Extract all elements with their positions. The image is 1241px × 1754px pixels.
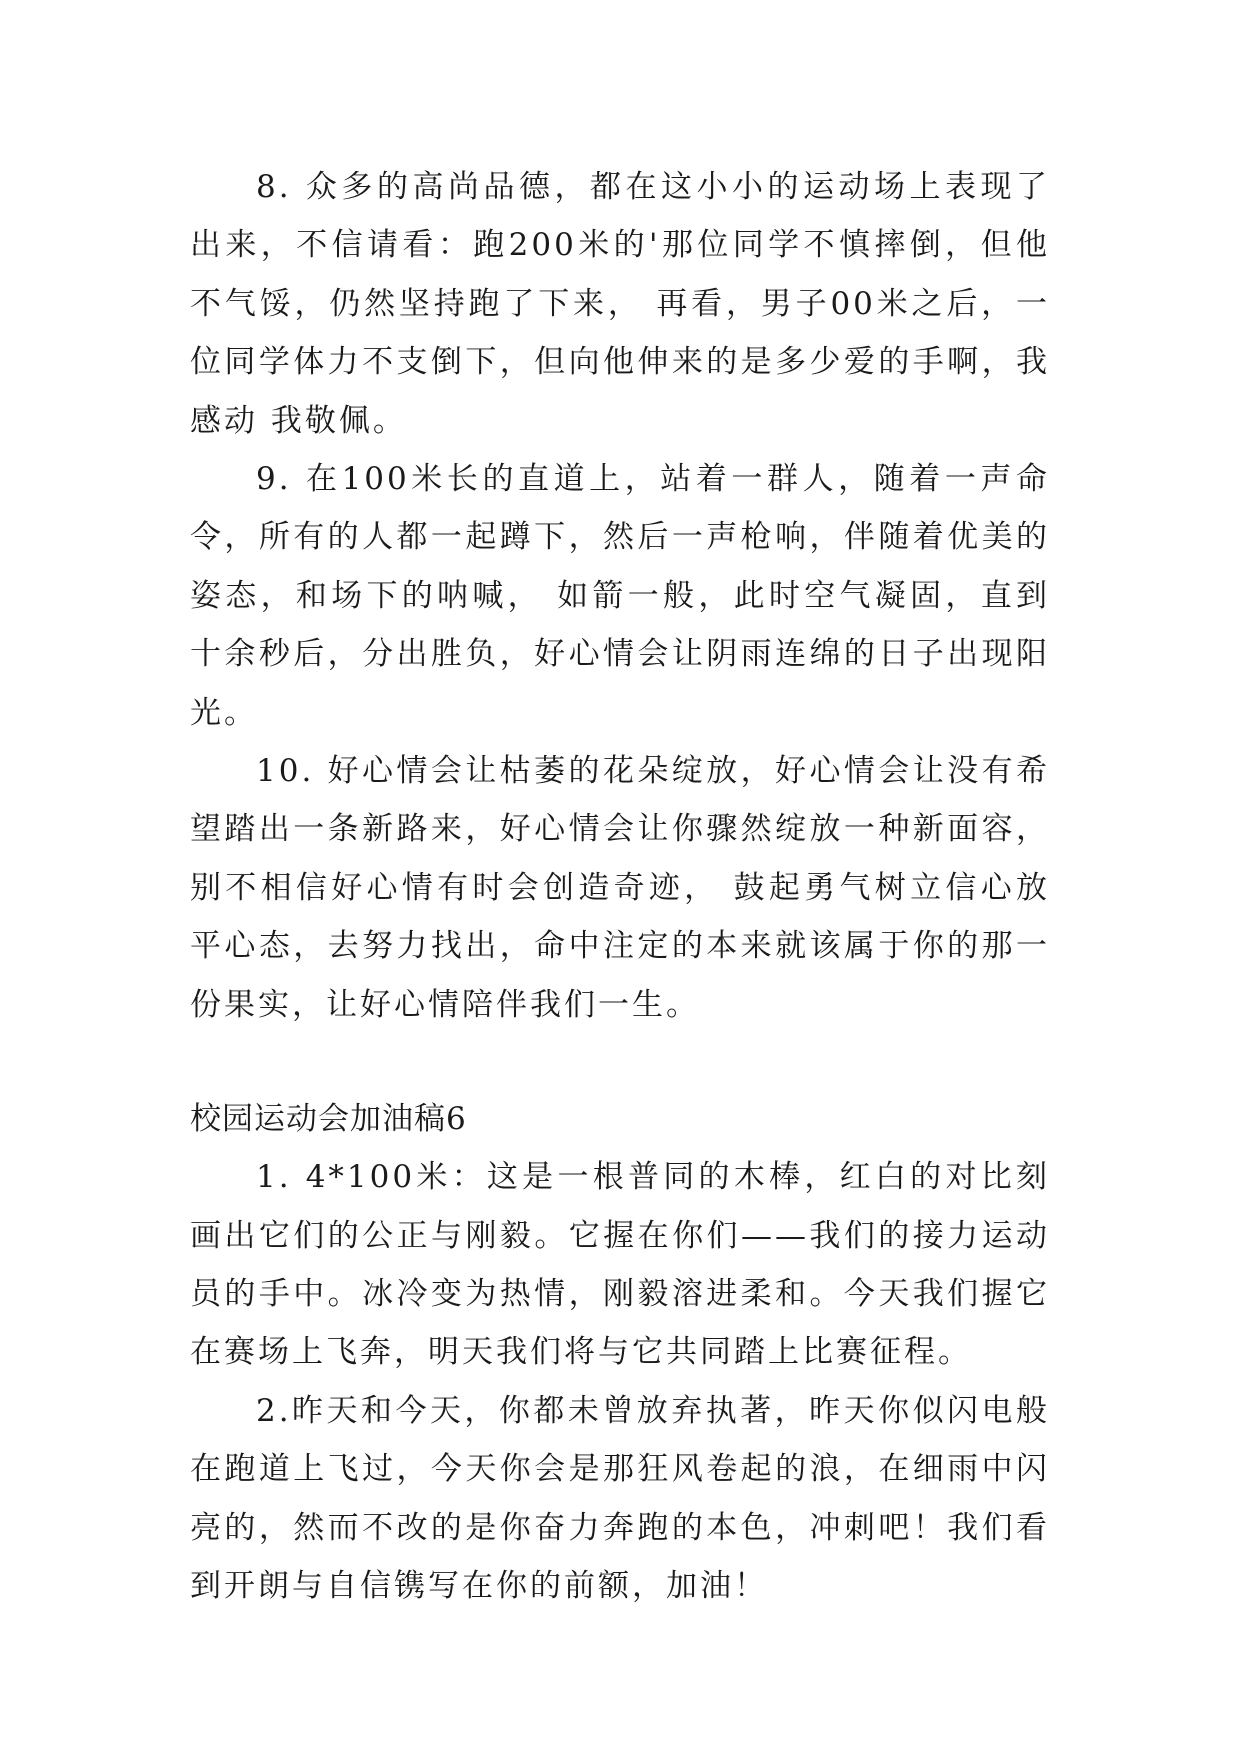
paragraph-item-9: 9. 在100米长的直道上，站着一群人，随着一声命令，所有的人都一起蹲下，然后一声枪响，伴随着优美的姿态，和场下的呐喊， 如箭一般，此时空气凝固，直到十余秒后，分出胜负，好心情会让阴雨连绵的日子出现阳光。 — [190, 461, 1050, 731]
paragraph-item-1: 1. 4*100米：这是一根普同的木棒，红白的对比刻画出它们的公正与刚毅。它握在你们——我们的接力运动员的手中。冰冷变为热情，刚毅溶进柔和。今天我们握它在赛场上飞奔，明天我们将与它共同踏上比赛征程。 — [190, 1159, 1050, 1371]
section-spacer — [190, 1034, 1050, 1090]
paragraph-item-8: 8. 众多的高尚品德，都在这小小的运动场上表现了出来，不信请看：跑200米的'那位同学不慎摔倒，但他不气馁，仍然坚持跑了下来， 再看，男子00米之后，一位同学体力不支倒下，但向他伸来的是多少爱的手啊，我感动 我敬佩。 — [190, 169, 1050, 439]
section-heading: 校园运动会加油稿6 — [190, 1101, 467, 1138]
paragraph-item-2: 2.昨天和今天，你都未曾放弃执著，昨天你似闪电般在跑道上飞过，今天你会是那狂风卷起的浪，在细雨中闪亮的，然而不改的是你奋力奔跑的本色，冲刺吧！我们看到开朗与自信镌写在你的前额，加油！ — [190, 1392, 1050, 1604]
document-body — [190, 158, 1050, 1615]
paragraph-item-10: 10. 好心情会让枯萎的花朵绽放，好心情会让没有希望踏出一条新路来，好心情会让你骤然绽放一种新面容，别不相信好心情有时会创造奇迹， 鼓起勇气树立信心放平心态，去努力找出，命中注定的本来就该属于你的那一份果实，让好心情陪伴我们一生。 — [190, 753, 1050, 1023]
